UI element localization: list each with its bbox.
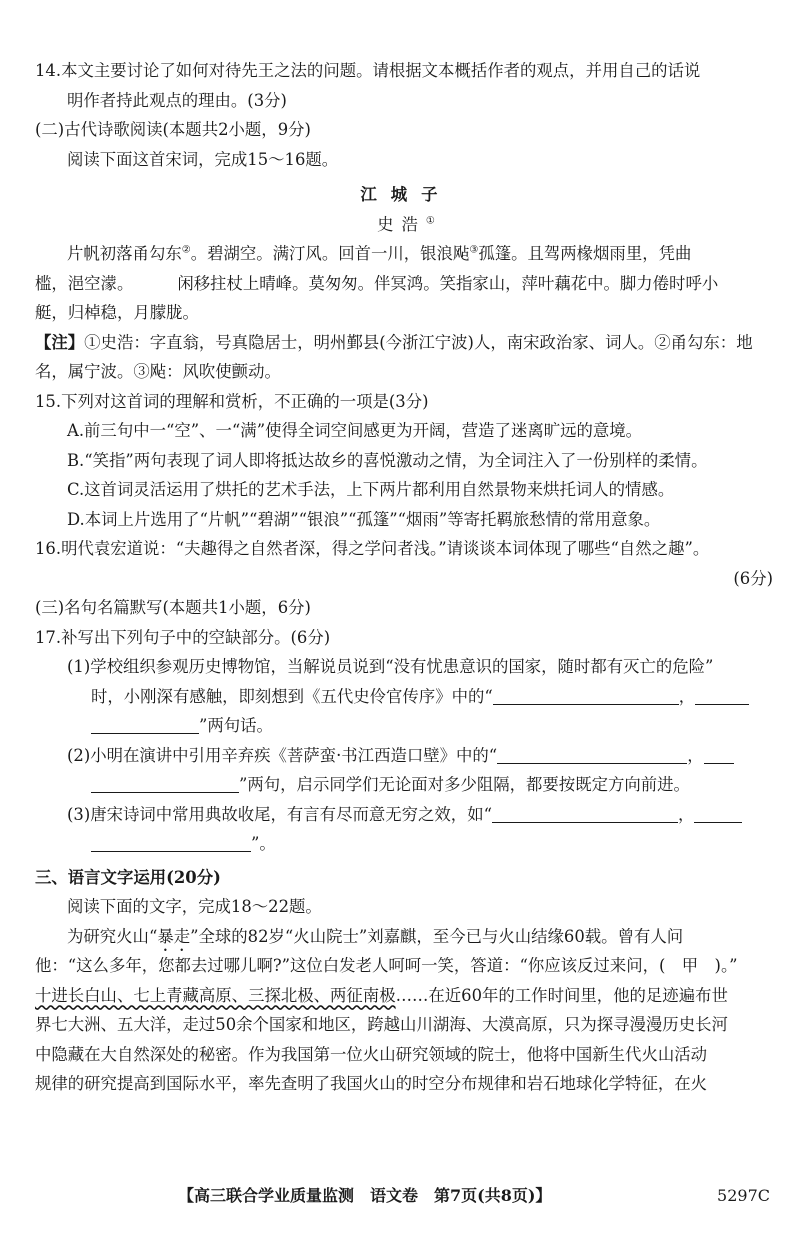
poem-author (35, 210, 777, 240)
notes-line1 (35, 328, 777, 358)
notes-line2: 名，属宁波。③飐：风吹使颤动。 (35, 362, 281, 381)
q17-part1-tail: ”两句话。 (199, 716, 273, 735)
part3-para-line5: 中隐藏在大自然深处的秘密。作为我国第一位火山研究领域的院士，他将中国新生代火山活动 (35, 1044, 708, 1064)
q17-blank-5[interactable] (492, 804, 678, 823)
section2-instruction: 阅读下面这首宋词，完成15～16题。 (67, 149, 339, 169)
q17-part3-line1 (35, 800, 777, 830)
part3-para-line3 (35, 981, 777, 1011)
part3-para-line2: 他：“这么多年，您都去过哪儿啊?”这位白发老人呵呵一笑，答道：“你应该反过来问，( 甲 )。” (35, 956, 738, 975)
q15-option-d: D.本词上片选用了“片帆”“碧湖”“银浪”“孤篷”“烟雨”等寄托羁旅愁情的常用意象。 (67, 509, 661, 529)
q17-part2-comma: ， (687, 745, 704, 765)
q17-part1-line3 (35, 711, 777, 741)
notes-label: 【注】 (35, 332, 85, 352)
exam-page (35, 56, 777, 1099)
q17-part2-tail: ”两句，启示同学们无论面对多少阻隔，都要按既定方向前进。 (239, 775, 690, 794)
poem-author-name: 史浩 (377, 214, 426, 234)
q15-stem: 15.下列对这首词的理解和赏析，不正确的一项是(3分) (35, 391, 429, 411)
q17-blank-2b[interactable] (91, 715, 199, 734)
q17-part3-comma: ， (677, 804, 695, 824)
q17-part3-line2 (35, 829, 777, 859)
para1-start: 为研究火山“ (67, 926, 158, 946)
q17-blank-6b[interactable] (91, 833, 251, 852)
author-footnote-marker: ① (425, 215, 435, 227)
poem-line1-part-b: 。碧湖空。满汀风。回首一川，银浪飐 (190, 244, 470, 263)
q17-part1-text: 时，小刚深有感触，即刻想到《五代史伶官传序》中的“ (91, 686, 493, 706)
poem-line2-part-b: 闲移拄杖上晴峰。莫匆匆。伴冥鸿。笑指家山，萍叶藕花中。脚力倦时呼小 (177, 273, 719, 293)
section2-heading: (二)古代诗歌阅读(本题共2小题，9分) (35, 120, 311, 139)
q15-option-a: A.前三句中一“空”、一“满”使得全词空间感更为开阔，营造了迷离旷远的意境。 (67, 421, 643, 440)
q17-part3-text: (3)唐宋诗词中常用典故收尾，有言有尽而意无穷之效，如“ (67, 804, 492, 824)
footer-exam-info: 【高三联合学业质量监测 语文卷 第7页(共8页)】 (178, 1186, 552, 1205)
q17-part1-comma: ， (678, 686, 696, 706)
poem-line2-part-a: 槛，浥空濛。 (35, 273, 134, 293)
q14-line1: 14.本文主要讨论了如何对待先王之法的问题。请根据文本概括作者的观点，并用自己的话说 (35, 61, 701, 80)
q16-stem: 16.明代袁宏道说：“夫趣得之自然者深，得之学问者浅。”请谈谈本词体现了哪些“自然之趣”。 (35, 539, 710, 558)
q17-part2-text: (2)小明在演讲中引用辛弃疾《菩萨蛮·书江西造口壁》中的“ (67, 745, 498, 765)
part3-para-line6: 规律的研究提高到国际水平，率先查明了我国火山的时空分布规律和岩石地球化学特征，在火 (35, 1074, 708, 1093)
notes-text-1: ①史浩：字直翁，号真隐居士，明州鄞县(今浙江宁波)人，南宋政治家、词人。②甬勾东：地 (84, 332, 753, 352)
poem-line1 (35, 239, 777, 269)
footer-code: 5297C (717, 1186, 770, 1205)
part3-para-line4: 界七大洲、五大洋，走过50余个国家和地区，跨越山川湖海、大漠高原，只为探寻漫漫历史长河 (35, 1015, 728, 1034)
q16-score: (6分) (733, 568, 773, 588)
poem-title: 江城子 (360, 185, 452, 204)
q17-blank-6a[interactable] (694, 804, 742, 823)
footnote-marker-2: ② (181, 244, 191, 256)
poem-line1-part-a: 片帆初落甬勾东 (67, 244, 182, 263)
q17-part3-tail: ”。 (251, 834, 276, 853)
part3-heading: 三、语言文字运用(20分) (35, 867, 221, 887)
poem-line2 (35, 269, 777, 299)
part3-instruction: 阅读下面的文字，完成18～22题。 (67, 897, 322, 916)
q17-blank-4a[interactable] (704, 745, 734, 764)
q17-part2-line1 (35, 741, 777, 771)
emphasized-word: 暴走 (157, 926, 191, 946)
q17-blank-1[interactable] (493, 686, 679, 705)
q17-blank-4b[interactable] (91, 774, 239, 793)
q15-option-b: B.“笑指”两句表现了词人即将抵达故乡的喜悦激动之情，为全词注入了一份别样的柔情。 (67, 450, 708, 470)
poem-line1-part-c: 孤篷。且驾两椽烟雨里，凭曲 (478, 244, 692, 263)
q17-part1-line2 (35, 682, 777, 712)
section3-heading: (三)名句名篇默写(本题共1小题，6分) (35, 598, 311, 617)
part3-para-line1 (35, 922, 777, 952)
q14-line2: 明作者持此观点的理由。(3分) (67, 90, 287, 110)
q17-part2-line2 (35, 770, 777, 800)
para1-end: ”全球的82岁“火山院士”刘嘉麒，至今已与火山结缘60载。曾有人问 (190, 926, 684, 946)
q17-part1-line1: (1)学校组织参观历史博物馆，当解说员说到“没有忧患意识的国家，随时都有灭亡的危险” (67, 657, 714, 676)
q17-blank-3[interactable] (497, 745, 687, 764)
wavy-underlined-phrase: 十进长白山、七上青藏高原、三探北极、两征南极 (35, 985, 396, 1005)
footnote-marker-3: ③ (469, 244, 479, 256)
para3-end: ……在近60年的工作时间里，他的足迹遍布世 (395, 985, 728, 1005)
q15-option-c: C.这首词灵活运用了烘托的艺术手法，上下两片都利用自然景物来烘托词人的情感。 (67, 480, 675, 499)
poem-line3: 艇，归棹稳，月朦胧。 (35, 303, 199, 322)
q17-blank-2a[interactable] (695, 686, 749, 705)
q17-stem: 17.补写出下列句子中的空缺部分。(6分) (35, 627, 331, 647)
